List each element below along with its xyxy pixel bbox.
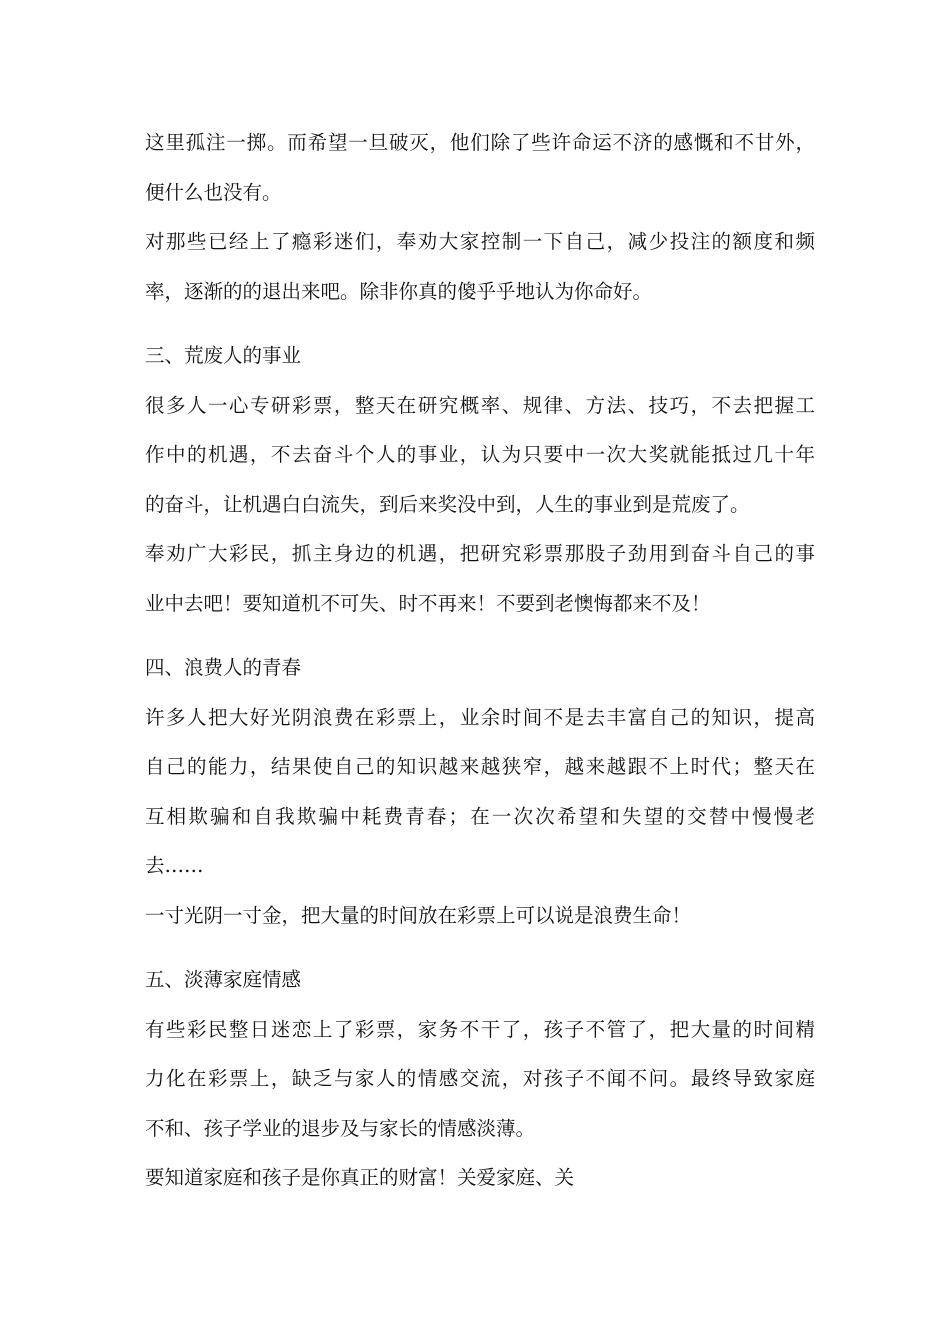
paragraph (145, 217, 815, 316)
text-line: 对那些已经上了瘾彩迷们，奉劝大家控制一下自己，减少投注的额度和频 (145, 230, 815, 253)
text-line: 自己的能力，结果使自己的知识越来越狭窄，越来越跟不上时代；整天在 (145, 755, 815, 778)
paragraph (145, 891, 815, 941)
text-line: 力化在彩票上，缺乏与家人的情感交流，对孩子不闻不问。最终导致家庭 (145, 1067, 815, 1090)
paragraph (145, 1153, 815, 1203)
document-page (145, 118, 815, 1203)
text-line: 奉劝广大彩民，抓主身边的机遇，把研究彩票那股子劲用到奋斗自己的事 (145, 542, 815, 565)
paragraph (145, 693, 815, 891)
text-line: 有些彩民整日迷恋上了彩票，家务不干了，孩子不管了，把大量的时间精 (145, 1017, 815, 1041)
text-line: 这里孤注一掷。而希望一旦破灭，他们除了些许命运不济的感慨和不甘外， (145, 131, 815, 154)
paragraph (145, 1005, 815, 1154)
text-line: 率，逐渐的的退出来吧。除非你真的傻乎乎地认为你命好。 (145, 279, 653, 303)
paragraph (145, 529, 815, 628)
text-line: 很多人一心专研彩票，整天在研究概率、规律、方法、技巧，不去把握工 (145, 393, 815, 417)
text-line: 不和、孩子学业的退步及与家长的情感淡薄。 (145, 1116, 536, 1140)
paragraph (145, 381, 815, 530)
section-heading: 四、浪费人的青春 (145, 656, 302, 679)
text-line: 互相欺骗和自我欺骗中耗费青春；在一次次希望和失望的交替中慢慢老 (145, 804, 815, 828)
section-heading: 三、荒废人的事业 (145, 344, 302, 367)
paragraph (145, 118, 815, 217)
text-line: 便什么也没有。 (145, 180, 282, 204)
text-line: 的奋斗，让机遇白白流失，到后来奖没中到，人生的事业到是荒废了。 (145, 492, 750, 516)
section-heading: 五、淡薄家庭情感 (145, 968, 302, 991)
text-line: 去…… (145, 854, 204, 877)
text-line: 作中的机遇，不去奋斗个人的事业，认为只要中一次大奖就能抵过几十年 (145, 443, 815, 466)
text-line: 业中去吧！要知道机不可失、时不再来！不要到老懊悔都来不及！ (145, 591, 711, 615)
text-line: 要知道家庭和孩子是你真正的财富！关爱家庭、关 (145, 1166, 575, 1189)
text-line: 许多人把大好光阴浪费在彩票上，业余时间不是去丰富自己的知识，提高 (145, 705, 815, 729)
text-line: 一寸光阴一寸金，把大量的时间放在彩票上可以说是浪费生命！ (145, 903, 692, 927)
